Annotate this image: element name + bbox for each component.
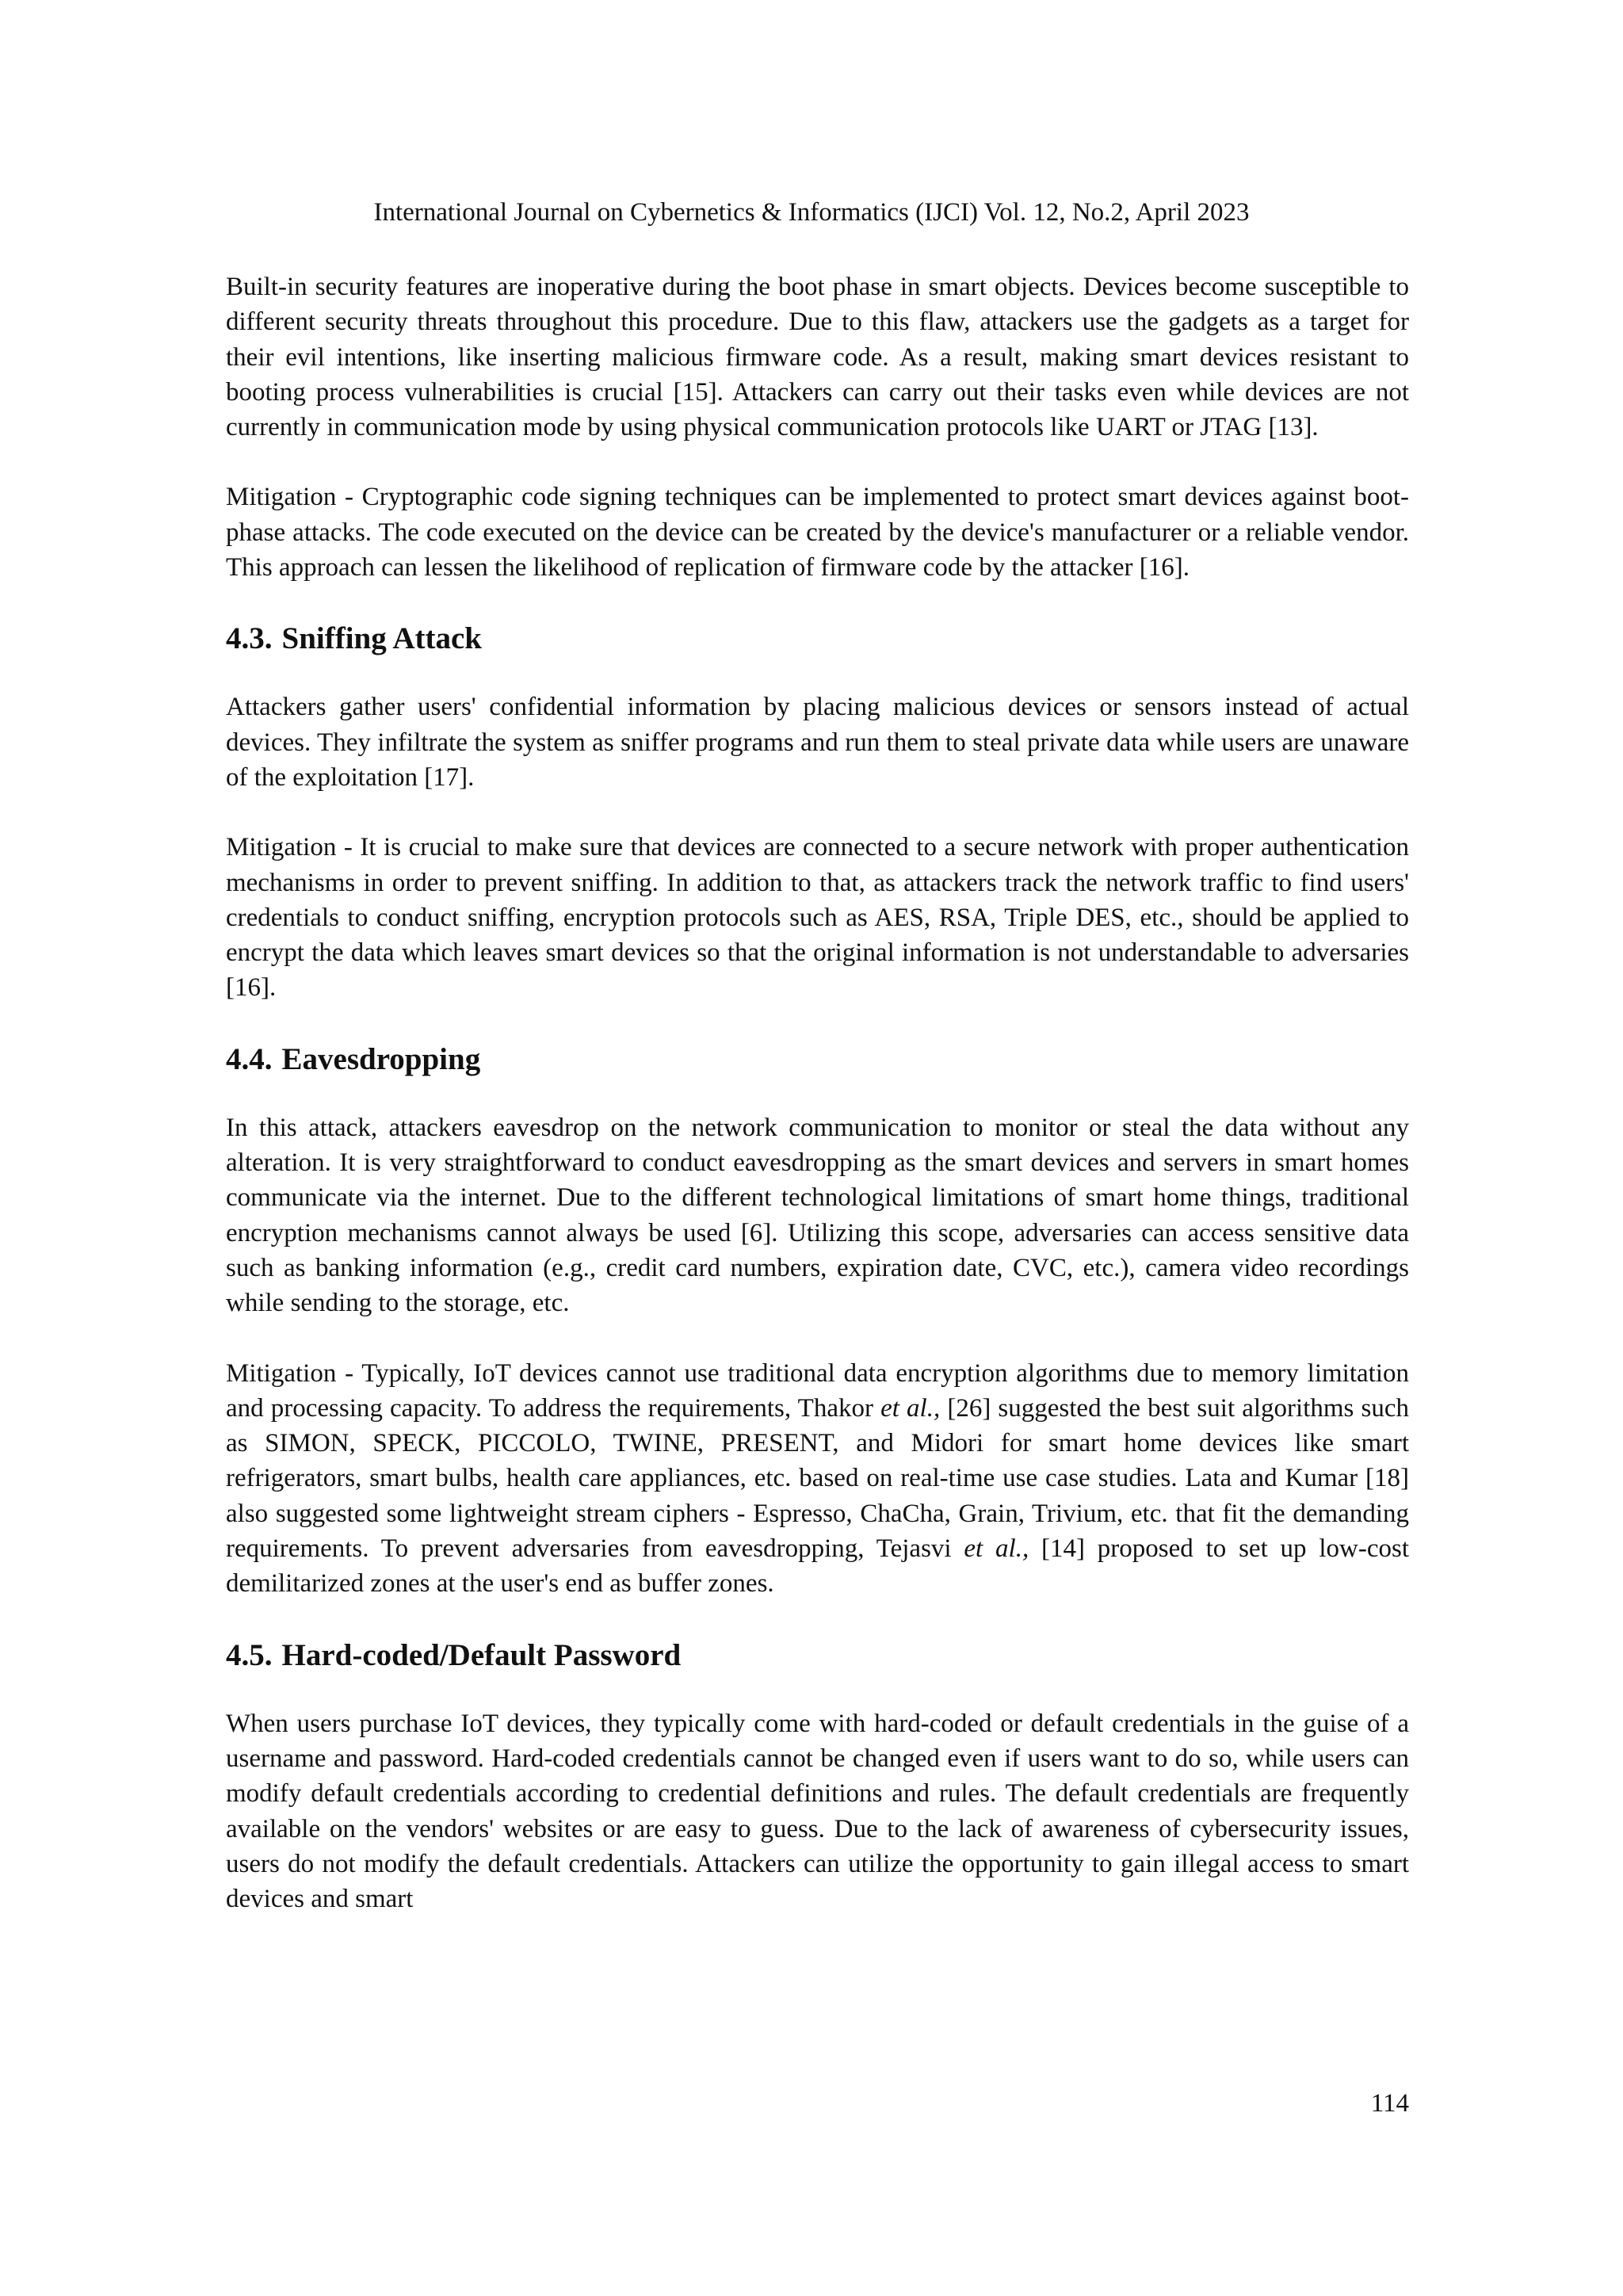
paragraph-eavesdropping-mitigation <box>226 1356 1409 1602</box>
paragraph-sniffing: Attackers gather users' confidential information by placing malicious devices or sensors instead of actual devices. They infiltrate the system as sniffer programs and run them to steal private data while users are unaware of the exploitation [17]. <box>226 693 1409 792</box>
section-heading-eavesdropping <box>226 1041 1409 1079</box>
text-run: Mitigation - Typically, IoT devices cannot use traditional data encryption algorithms due to memory limitation and processing capacity. To address the requirements, Thakor <box>226 1358 1409 1423</box>
text-run: [26] suggested the best suit algorithms such as SIMON, SPECK, PICCOLO, TWINE, PRESENT, and Midori for smart home devices like smart refrigerators, smart bulbs, health care appliances, etc. based on real-time use case studies. Lata and Kumar [18] also suggested some lightweight stream ciphers - Espresso, ChaCha, Grain, Trivium, etc. that fit the demanding requirements. To prevent adversaries from eavesdropping, Tejasvi <box>226 1393 1410 1564</box>
section-title: Eavesdropping <box>281 1041 481 1076</box>
section-title: Sniffing Attack <box>281 621 482 656</box>
page-number: 114 <box>1370 2089 1409 2118</box>
page-body <box>226 269 1409 1951</box>
paragraph-eavesdropping: In this attack, attackers eavesdrop on the network communication to monitor or steal the data without any alteration. It is very straightforward to conduct eavesdropping as the smart devices and servers in smart homes communicate via the internet. Due to the different technological limitations of smart home things, traditional encryption mechanisms cannot always be used [6]. Utilizing this scope, adversaries can access sensitive data such as banking information (e.g., credit card numbers, expiration date, CVC, etc.), camera video recordings while sending to the storage, etc. <box>226 1113 1409 1318</box>
section-number: 4.5. <box>226 1637 273 1672</box>
paragraph-boot-mitigation: Mitigation - Cryptographic code signing techniques can be implemented to protect smart devices against boot-phase attacks. The code executed on the device can be created by the device's manufacturer or a reliable vendor. This approach can lessen the likelihood of replication of firmware code by the attacker [16]. <box>226 483 1409 583</box>
paragraph-sniffing-mitigation: Mitigation - It is crucial to make sure that devices are connected to a secure network with proper authentication mechanisms in order to prevent sniffing. In addition to that, as attackers track the network traffic to find users' credentials to conduct sniffing, encryption protocols such as AES, RSA, Triple DES, etc., should be applied to encrypt the data which leaves smart devices so that the original information is not understandable to adversaries [16]. <box>226 833 1409 1003</box>
text-run: [14] proposed to set up low-cost demilitarized zones at the user's end as buffer zones. <box>226 1534 1410 1599</box>
section-heading-default-password <box>226 1637 1409 1675</box>
paragraph-default-password: When users purchase IoT devices, they typically come with hard-coded or default credentials in the guise of a username and password. Hard-coded credentials cannot be changed even if users want to do so, while users can modify default credentials according to credential definitions and rules. The default credentials are frequently available on the vendors' websites or are easy to guess. Due to the lack of awareness of cybersecurity issues, users do not modify the default credentials. Attackers can utilize the opportunity to gain illegal access to smart devices and smart <box>226 1709 1409 1914</box>
citation-etal: et al., <box>880 1393 941 1423</box>
section-heading-sniffing <box>226 620 1409 658</box>
section-number: 4.4. <box>226 1041 273 1076</box>
running-header: International Journal on Cybernetics & Informatics (IJCI) Vol. 12, No.2, April 2023 <box>373 198 1250 227</box>
paragraph-boot-phase: Built-in security features are inoperative during the boot phase in smart objects. Devices become susceptible to different security threats throughout this procedure. Due to this flaw, attackers use the gadgets as a target for their evil intentions, like inserting malicious firmware code. As a result, making smart devices resistant to booting process vulnerabilities is crucial [15]. Attackers can carry out their tasks even while devices are not currently in communication mode by using physical communication protocols like UART or JTAG [13]. <box>226 273 1409 442</box>
section-title: Hard-coded/Default Password <box>281 1637 682 1672</box>
section-number: 4.3. <box>226 621 273 656</box>
citation-etal: et al., <box>964 1534 1029 1564</box>
